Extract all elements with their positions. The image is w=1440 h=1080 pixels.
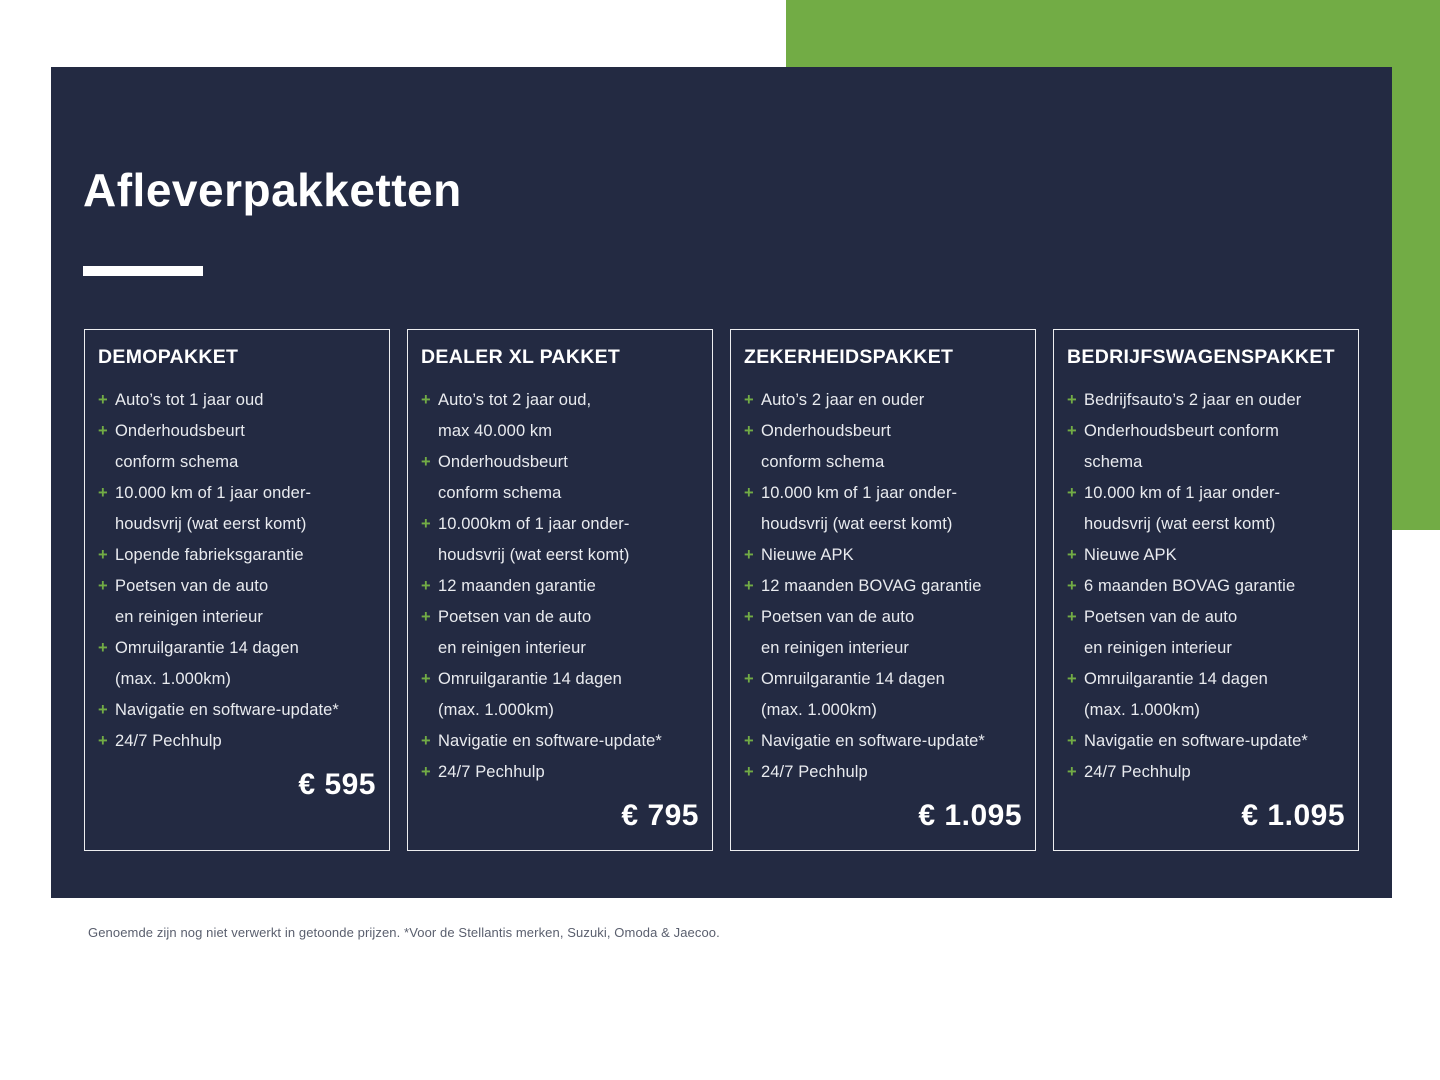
plus-bullet-icon: + (421, 763, 431, 781)
feature-lines (761, 726, 1022, 757)
package-title: BEDRIJFSWAGENSPAKKET (1067, 346, 1335, 368)
feature-item (421, 385, 699, 447)
plus-bullet-icon: + (421, 515, 431, 533)
feature-lines (115, 571, 376, 633)
package-price: € 595 (298, 768, 376, 801)
plus-bullet-icon: + (1067, 577, 1077, 595)
feature-line: Omruilgarantie 14 dagen (115, 639, 299, 657)
feature-line: Navigatie en software-update* (115, 701, 339, 719)
feature-lines (1084, 726, 1345, 757)
plus-bullet-icon: + (744, 546, 754, 564)
feature-line: en reinigen interieur (761, 639, 909, 657)
plus-bullet-icon: + (421, 670, 431, 688)
plus-bullet-icon: + (98, 391, 108, 409)
feature-item (744, 664, 1022, 726)
feature-lines (1084, 571, 1345, 602)
feature-item (98, 695, 376, 726)
feature-item (1067, 385, 1345, 416)
plus-bullet-icon: + (421, 732, 431, 750)
package-price: € 1.095 (1241, 799, 1345, 832)
feature-lines (115, 478, 376, 540)
plus-bullet-icon: + (1067, 546, 1077, 564)
feature-list (744, 385, 1022, 788)
plus-bullet-icon: + (421, 608, 431, 626)
plus-bullet-icon: + (98, 484, 108, 502)
feature-item (98, 385, 376, 416)
feature-line: conform schema (115, 453, 239, 471)
plus-bullet-icon: + (98, 639, 108, 657)
plus-bullet-icon: + (1067, 763, 1077, 781)
feature-line: Poetsen van de auto (115, 577, 269, 595)
plus-bullet-icon: + (1067, 732, 1077, 750)
feature-item (421, 509, 699, 571)
plus-bullet-icon: + (98, 732, 108, 750)
package-card (407, 329, 713, 851)
feature-list (1067, 385, 1345, 788)
feature-line: Auto’s tot 2 jaar oud, (438, 391, 592, 409)
feature-item (421, 447, 699, 509)
feature-line: Omruilgarantie 14 dagen (1084, 670, 1268, 688)
feature-lines (761, 602, 1022, 664)
feature-lines (438, 571, 699, 602)
plus-bullet-icon: + (98, 422, 108, 440)
feature-line: Navigatie en software-update* (1084, 732, 1308, 750)
feature-line: Nieuwe APK (1084, 546, 1177, 564)
feature-item (744, 385, 1022, 416)
feature-line: Onderhoudsbeurt (115, 422, 245, 440)
feature-line: Auto’s 2 jaar en ouder (761, 391, 925, 409)
plus-bullet-icon: + (1067, 670, 1077, 688)
plus-bullet-icon: + (744, 670, 754, 688)
feature-line: houdsvrij (wat eerst komt) (115, 515, 307, 533)
feature-lines (438, 447, 699, 509)
feature-item (744, 602, 1022, 664)
feature-lines (1084, 416, 1345, 478)
plus-bullet-icon: + (1067, 608, 1077, 626)
feature-lines (761, 416, 1022, 478)
package-title: DEALER XL PAKKET (421, 346, 621, 368)
feature-lines (1084, 385, 1345, 416)
feature-list (98, 385, 376, 757)
plus-bullet-icon: + (421, 391, 431, 409)
feature-item (1067, 540, 1345, 571)
feature-item (1067, 664, 1345, 726)
feature-lines (115, 385, 376, 416)
plus-bullet-icon: + (421, 453, 431, 471)
feature-item (744, 726, 1022, 757)
feature-item (98, 633, 376, 695)
feature-line: Omruilgarantie 14 dagen (438, 670, 622, 688)
feature-lines (438, 509, 699, 571)
feature-item (98, 478, 376, 540)
feature-item (98, 540, 376, 571)
feature-item (1067, 602, 1345, 664)
feature-lines (115, 695, 376, 726)
feature-line: 10.000 km of 1 jaar onder- (1084, 484, 1281, 502)
feature-item (421, 664, 699, 726)
plus-bullet-icon: + (421, 577, 431, 595)
feature-lines (438, 602, 699, 664)
feature-lines (115, 416, 376, 478)
plus-bullet-icon: + (1067, 484, 1077, 502)
feature-line: Bedrijfsauto’s 2 jaar en ouder (1084, 391, 1302, 409)
feature-lines (438, 664, 699, 726)
feature-line: (max. 1.000km) (438, 701, 555, 719)
feature-line: Navigatie en software-update* (761, 732, 985, 750)
feature-line: 10.000 km of 1 jaar onder- (761, 484, 958, 502)
package-title: ZEKERHEIDSPAKKET (744, 346, 954, 368)
feature-lines (1084, 478, 1345, 540)
feature-line: en reinigen interieur (438, 639, 586, 657)
feature-lines (1084, 664, 1345, 726)
feature-line: 24/7 Pechhulp (1084, 763, 1191, 781)
feature-lines (115, 540, 376, 571)
package-price: € 1.095 (918, 799, 1022, 832)
package-cards-row (84, 329, 1359, 851)
plus-bullet-icon: + (744, 577, 754, 595)
feature-item (421, 726, 699, 757)
package-price: € 795 (621, 799, 699, 832)
feature-line: 24/7 Pechhulp (761, 763, 868, 781)
plus-bullet-icon: + (744, 608, 754, 626)
feature-line: (max. 1.000km) (761, 701, 878, 719)
feature-item (1067, 416, 1345, 478)
feature-line: 10.000km of 1 jaar onder- (438, 515, 630, 533)
feature-line: conform schema (761, 453, 885, 471)
feature-line: Navigatie en software-update* (438, 732, 662, 750)
feature-item (744, 757, 1022, 788)
feature-lines (761, 757, 1022, 788)
plus-bullet-icon: + (1067, 422, 1077, 440)
feature-lines (761, 385, 1022, 416)
feature-item (744, 540, 1022, 571)
package-title: DEMOPAKKET (98, 346, 239, 368)
feature-line: 10.000 km of 1 jaar onder- (115, 484, 312, 502)
feature-line: Nieuwe APK (761, 546, 854, 564)
feature-item (421, 757, 699, 788)
feature-lines (1084, 602, 1345, 664)
package-card (1053, 329, 1359, 851)
title-underline (83, 266, 203, 276)
feature-line: houdsvrij (wat eerst komt) (761, 515, 953, 533)
feature-item (744, 478, 1022, 540)
feature-line: Onderhoudsbeurt conform (1084, 422, 1279, 440)
plus-bullet-icon: + (98, 701, 108, 719)
feature-item (421, 602, 699, 664)
feature-lines (761, 571, 1022, 602)
feature-line: max 40.000 km (438, 422, 553, 440)
plus-bullet-icon: + (744, 484, 754, 502)
feature-line: Poetsen van de auto (1084, 608, 1238, 626)
feature-item (98, 416, 376, 478)
package-card (730, 329, 1036, 851)
feature-line: (max. 1.000km) (1084, 701, 1201, 719)
feature-item (744, 416, 1022, 478)
plus-bullet-icon: + (1067, 391, 1077, 409)
package-card (84, 329, 390, 851)
feature-line: schema (1084, 453, 1143, 471)
page-title: Afleverpakketten (83, 164, 462, 216)
feature-line: Poetsen van de auto (761, 608, 915, 626)
feature-line: en reinigen interieur (1084, 639, 1232, 657)
feature-line: conform schema (438, 484, 562, 502)
feature-lines (1084, 540, 1345, 571)
feature-lines (438, 726, 699, 757)
feature-line: Onderhoudsbeurt (761, 422, 891, 440)
feature-line: 6 maanden BOVAG garantie (1084, 577, 1296, 595)
feature-item (1067, 757, 1345, 788)
feature-lines (761, 540, 1022, 571)
plus-bullet-icon: + (98, 577, 108, 595)
feature-line: Onderhoudsbeurt (438, 453, 568, 471)
footnote-text: Genoemde zijn nog niet verwerkt in getoonde prijzen. *Voor de Stellantis merken, Suzuki, Omoda & Jaecoo. (88, 925, 720, 940)
feature-lines (438, 385, 699, 447)
feature-lines (761, 664, 1022, 726)
feature-lines (438, 757, 699, 788)
feature-lines (115, 633, 376, 695)
feature-line: 24/7 Pechhulp (438, 763, 545, 781)
feature-item (421, 571, 699, 602)
feature-line: Poetsen van de auto (438, 608, 592, 626)
feature-lines (761, 478, 1022, 540)
plus-bullet-icon: + (744, 732, 754, 750)
feature-item (98, 726, 376, 757)
feature-item (1067, 478, 1345, 540)
feature-line: Omruilgarantie 14 dagen (761, 670, 945, 688)
plus-bullet-icon: + (744, 391, 754, 409)
feature-line: houdsvrij (wat eerst komt) (438, 546, 630, 564)
plus-bullet-icon: + (744, 422, 754, 440)
plus-bullet-icon: + (744, 763, 754, 781)
feature-line: (max. 1.000km) (115, 670, 232, 688)
feature-line: Auto’s tot 1 jaar oud (115, 391, 264, 409)
feature-line: 12 maanden garantie (438, 577, 596, 595)
feature-line: en reinigen interieur (115, 608, 263, 626)
feature-item (744, 571, 1022, 602)
feature-list (421, 385, 699, 788)
feature-lines (1084, 757, 1345, 788)
feature-line: 24/7 Pechhulp (115, 732, 222, 750)
feature-line: 12 maanden BOVAG garantie (761, 577, 982, 595)
feature-item (98, 571, 376, 633)
feature-lines (115, 726, 376, 757)
feature-line: Lopende fabrieksgarantie (115, 546, 304, 564)
feature-item (1067, 571, 1345, 602)
plus-bullet-icon: + (98, 546, 108, 564)
feature-line: houdsvrij (wat eerst komt) (1084, 515, 1276, 533)
feature-item (1067, 726, 1345, 757)
